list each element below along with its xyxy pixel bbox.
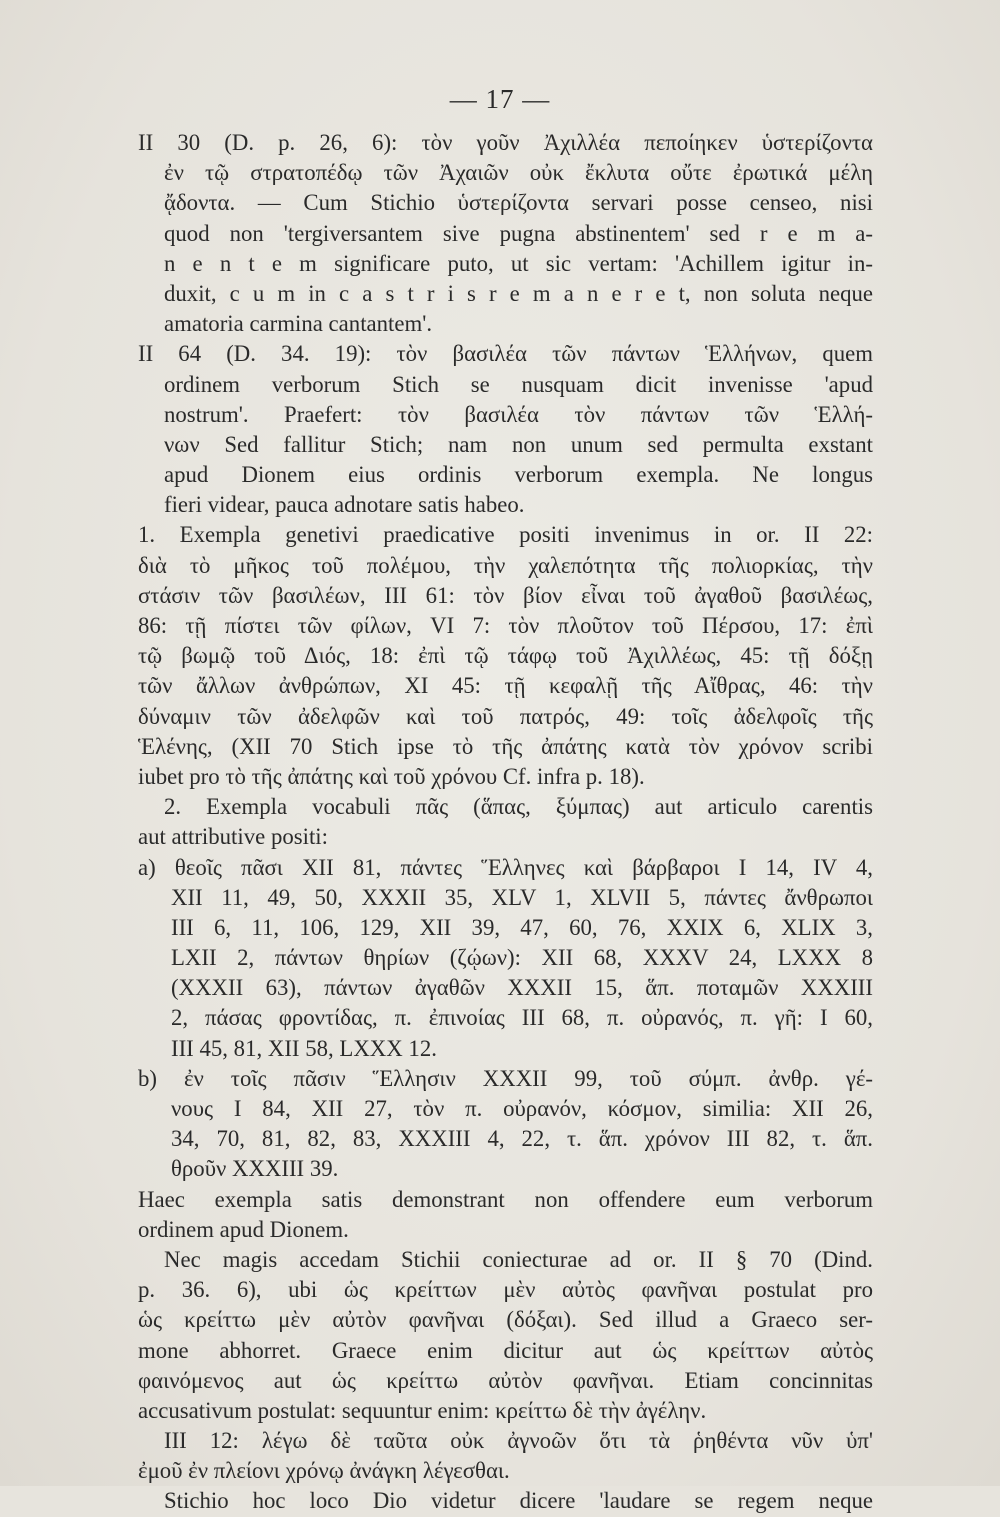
text-line: LXII 2, πάντων θηρίων (ζῴων): XII 68, XXXV 24, LXXX 8 xyxy=(171,945,873,971)
text-line: II 64 (D. 34. 19): τὸν βασιλέα τῶν πάντων Ἑλλήνων, quem xyxy=(138,341,873,367)
text-line: duxit, c u m in c a s t r i s r e m a n e r e t, non soluta neque xyxy=(164,280,873,306)
text-line: III 6, 11, 106, 129, XII 39, 47, 60, 76, XXIX 6, XLIX 3, xyxy=(171,914,873,940)
text-line: ἐν τῷ στρατοπέδῳ τῶν Ἀχαιῶν οὐκ ἔκλυτα οὔτε ἐρωτικά μέλη xyxy=(164,160,873,186)
text-line: a) θεοῖς πᾶσι XII 81, πάντες Ἕλληνες καὶ βάρβαροι I 14, IV 4, xyxy=(138,854,873,880)
text-line: n e n t e m significare puto, ut sic vertam: 'Achillem igitur in- xyxy=(164,250,873,276)
text-line: p. 36. 6), ubi ὡς κρείττων μὲν αὐτὸς φανῆναι postulat pro xyxy=(138,1277,873,1303)
text-line: δύναμιν τῶν ἀδελφῶν καὶ τοῦ πατρός, 49: τοῖς ἀδελφοῖς τῆς xyxy=(138,703,873,729)
text-line: νων Sed fallitur Stich; nam non unum sed permulta exstant xyxy=(164,431,873,457)
text-line: III 45, 81, XII 58, LXXX 12. xyxy=(171,1035,437,1061)
text-line: 2, πάσας φροντίδας, π. ἐπινοίας III 68, π. οὐρανός, π. γῆ: I 60, xyxy=(171,1005,873,1031)
page-number: — 17 — xyxy=(449,84,551,114)
text-line: b) ἐν τοῖς πᾶσιν Ἕλλησιν XXXII 99, τοῦ σύμπ. ἀνθρ. γέ- xyxy=(138,1065,873,1091)
text-line: Stichio hoc loco Dio videtur dicere 'laudare se regem neque xyxy=(164,1488,873,1514)
text-line: τῶν ἄλλων ἀνθρώπων, XI 45: τῇ κεφαλῇ τῆς Αἴθρας, 46: τὴν xyxy=(138,673,873,699)
page-body xyxy=(138,128,873,1517)
text-line: (XXXII 63), πάντων ἀγαθῶν XXXII 15, ἅπ. ποταμῶν XXXIII xyxy=(171,975,873,1001)
text-line: nostrum'. Praefert: τὸν βασιλέα τὸν πάντων τῶν Ἑλλή- xyxy=(164,401,873,427)
text-line: aut attributive positi: xyxy=(138,824,328,850)
text-line: amatoria carmina cantantem'. xyxy=(164,311,433,337)
text-line: 34, 70, 81, 82, 83, XXXIII 4, 22, τ. ἅπ. χρόνον III 82, τ. ἅπ. xyxy=(171,1126,873,1152)
text-line: 2. Exempla vocabuli πᾶς (ἅπας, ξύμπας) aut articulo carentis xyxy=(164,794,873,820)
text-line: φαινόμενος aut ὡς κρείττω αὐτὸν φανῆναι. Etiam concinnitas xyxy=(138,1367,873,1393)
text-line: τῷ βωμῷ τοῦ Διός, 18: ἐπὶ τῷ τάφῳ τοῦ Ἀχιλλέως, 45: τῇ δόξῃ xyxy=(138,643,873,669)
text-line: quod non 'tergiversantem sive pugna abstinentem' sed r e m a- xyxy=(164,220,873,246)
text-line: ordinem apud Dionem. xyxy=(138,1216,349,1242)
text-line: apud Dionem eius ordinis verborum exempla. Ne longus xyxy=(164,462,873,488)
text-line: νους I 84, XII 27, τὸν π. οὐρανόν, κόσμον, similia: XII 26, xyxy=(171,1096,873,1121)
text-line: III 12: λέγω δὲ ταῦτα οὐκ ἀγνοῶν ὅτι τὰ ῥηθέντα νῦν ὑπ' xyxy=(164,1428,873,1454)
text-line: ᾄδοντα. — Cum Stichio ὑστερίζοντα servari posse censeo, nisi xyxy=(164,190,873,216)
text-line: διὰ τὸ μῆκος τοῦ πολέμου, τὴν χαλεπότητα τῆς πολιορκίας, τὴν xyxy=(138,552,873,578)
text-line: Haec exempla satis demonstrant non offendere eum verborum xyxy=(138,1186,873,1212)
text-line: ordinem verborum Stich se nusquam dicit invenisse 'apud xyxy=(164,371,873,397)
text-line: ἐμοῦ ἐν πλείονι χρόνῳ ἀνάγκη λέγεσθαι. xyxy=(138,1458,510,1484)
text-line: iubet pro τὸ τῆς ἀπάτης καὶ τοῦ χρόνου Cf. infra p. 18). xyxy=(138,763,645,789)
text-line: στάσιν τῶν βασιλέων, III 61: τὸν βίον εἶναι τοῦ ἀγαθοῦ βασιλέως, xyxy=(138,582,873,608)
text-line: mone abhorret. Graece enim dicitur aut ὡς κρείττων αὐτὸς xyxy=(138,1337,873,1363)
text-line: fieri videar, pauca adnotare satis habeo. xyxy=(164,492,525,518)
text-line: 86: τῇ πίστει τῶν φίλων, VI 7: τὸν πλοῦτον τοῦ Πέρσου, 17: ἐπὶ xyxy=(138,613,873,638)
text-line: θροῦν XXXIII 39. xyxy=(171,1156,339,1182)
text-line: accusativum postulat: sequuntur enim: κρείττω δὲ τὴν ἀγέλην. xyxy=(138,1397,707,1423)
text-line: XII 11, 49, 50, XXXII 35, XLV 1, XLVII 5, πάντες ἄνθρωποι xyxy=(171,884,873,910)
text-line: II 30 (D. p. 26, 6): τὸν γοῦν Ἀχιλλέα πεποίηκεν ὑστερίζοντα xyxy=(138,130,873,155)
text-line: 1. Exempla genetivi praedicative positi invenimus in or. II 22: xyxy=(138,522,873,548)
text-line: ὡς κρείττω μὲν αὐτὸν φανῆναι (δόξαι). Sed illud a Graeco ser- xyxy=(138,1307,873,1333)
text-line: Nec magis accedam Stichii coniecturae ad or. II § 70 (Dind. xyxy=(164,1246,873,1272)
text-line: Ἑλένης, (XII 70 Stich ipse τὸ τῆς ἀπάτης κατὰ τὸν χρόνον scribi xyxy=(138,733,873,759)
